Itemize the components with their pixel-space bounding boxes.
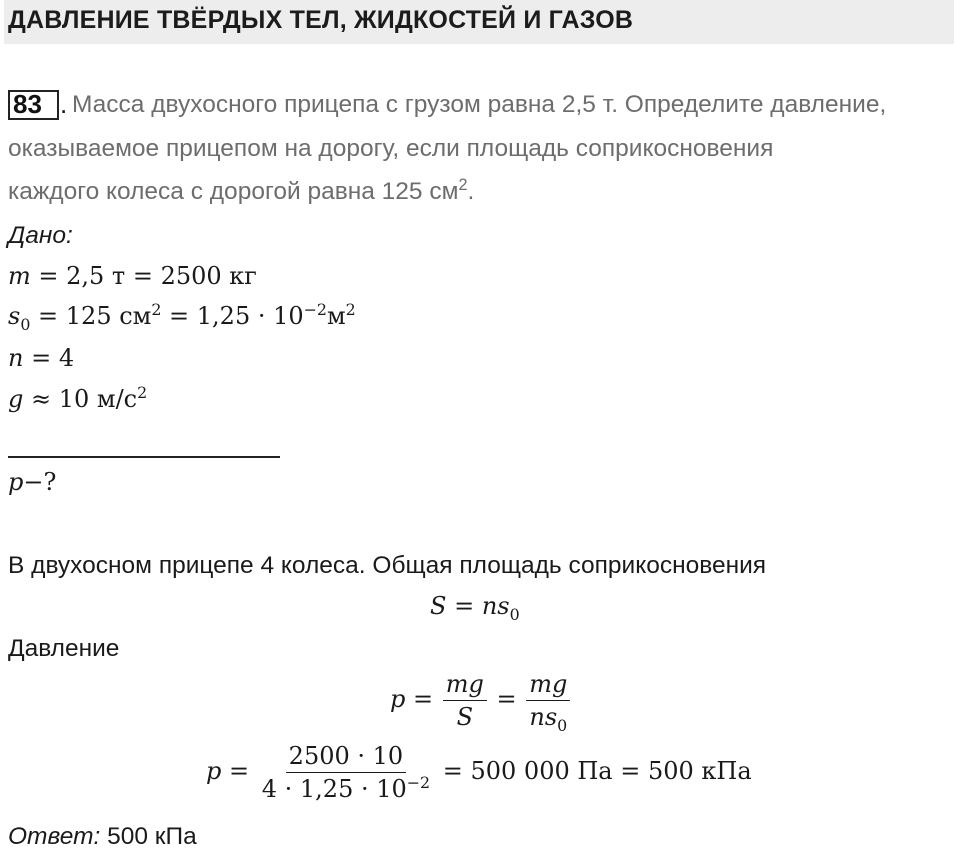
given-mass: m = 2,5 т = 2500 кг <box>8 262 257 290</box>
given-wheel-area: $s_0 = 125$ $см^2 = 1,25 \cdot 10^{-2}м^2$ <box>8 300 356 334</box>
answer-value: 500 кПа <box>100 823 197 850</box>
given-label: Дано: <box>8 222 73 249</box>
section-title: ДАВЛЕНИЕ ТВЁРДЫХ ТЕЛ, ЖИДКОСТЕЙ И ГАЗОВ <box>8 6 634 34</box>
pressure-formula: p = $\frac{mg}{S}$ = $\frac{mg}{ns_0}$ <box>390 670 572 731</box>
problem-number: 83 <box>13 89 42 119</box>
problem-text-line-2: оказываемое прицепом на дорогу, если площадь соприкосновения <box>8 135 774 162</box>
pressure-label: Давление <box>8 635 120 662</box>
given-gravity: g ≈ 10 $м/с^2$ <box>8 383 148 413</box>
problem-text-line-3: каждого колеса с дорогой равна 125 $см^2$. <box>8 175 475 205</box>
answer-label: Ответ: <box>8 823 101 850</box>
fraction-mg-over-S: $\frac{mg}{S}$ <box>443 670 487 731</box>
fraction-mg-over-ns0: $\frac{mg}{ns_0}$ <box>526 670 570 731</box>
given-divider <box>8 456 280 458</box>
find-pressure: p−? <box>8 468 57 496</box>
fraction-calculation: $\frac{2500 \cdot 10}{4 \cdot 1,25 \cdot 10^{-2}}$ <box>261 742 431 803</box>
answer-line <box>8 823 197 851</box>
pressure-calculation: p = $\frac{2500 \cdot 10}{4 \cdot 1,25 \cdot 10^{-2}}$ = 500 000 Па = 500 кПа <box>206 742 752 803</box>
area-formula: $S = ns_0$ <box>430 592 520 624</box>
problem-text-line-1: Масса двухосного прицепа с грузом равна 2,5 т. Определите давление, <box>72 91 887 118</box>
solution-intro: В двухосном прицепе 4 колеса. Общая площадь соприкосновения <box>8 552 767 579</box>
problem-number-dot: . <box>60 89 68 119</box>
given-wheel-count: n = 4 <box>8 344 75 372</box>
